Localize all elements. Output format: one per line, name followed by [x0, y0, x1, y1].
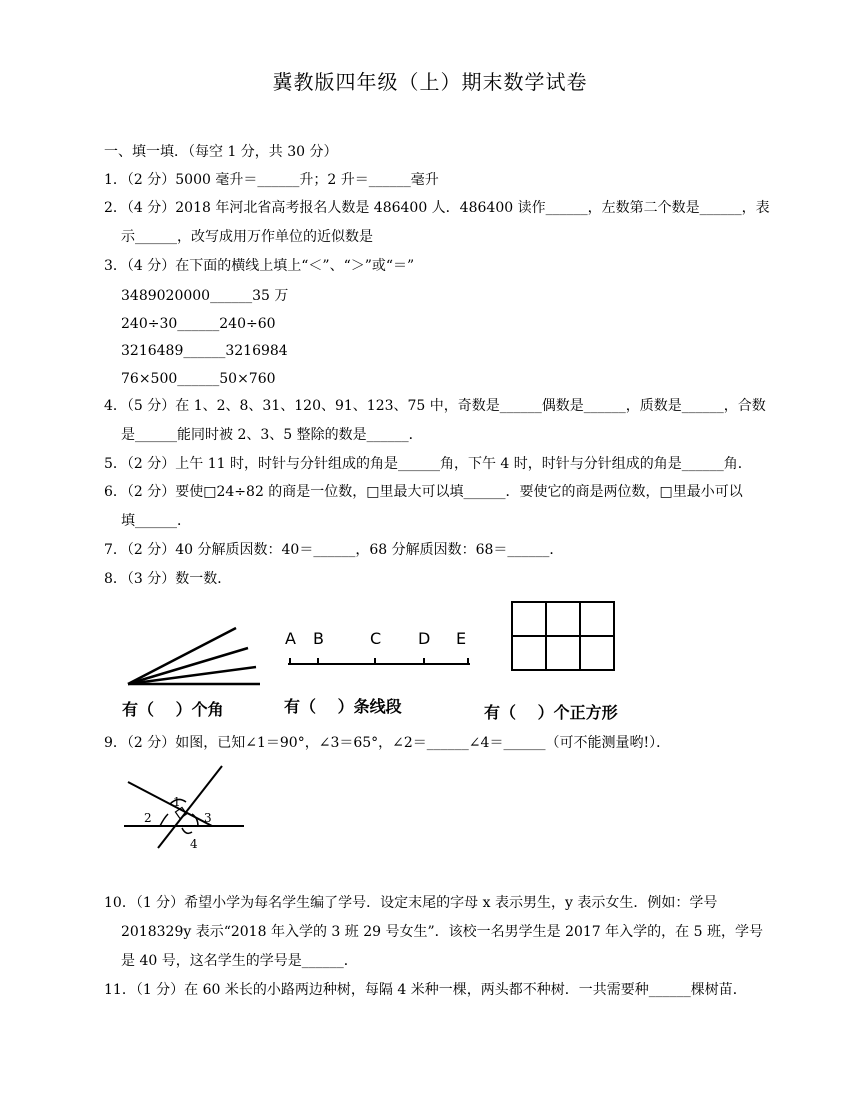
point-label: D	[418, 629, 431, 648]
segments-figure	[280, 624, 480, 674]
question-4: 4．（5 分）在 1、2、8、31、120、91、123、75 中，奇数是______偶数是______，质数是______，合数	[104, 398, 766, 414]
point-label: A	[285, 629, 296, 648]
question-7: 7．（2 分）40 分解质因数：40＝______，68 分解质因数：68＝______．	[104, 542, 564, 558]
question-2-cont: 示______，改写成用万作单位的近似数是	[121, 229, 373, 245]
point-label: C	[370, 629, 382, 648]
angle-label: 1	[173, 795, 181, 809]
question-1: 1．（2 分）5000 毫升＝______升；2 升＝______毫升	[104, 172, 439, 188]
question-11: 11．（1 分）在 60 米长的小路两边种树，每隔 4 米种一棵，两头都不种树．一共需要种______棵树苗．	[104, 982, 747, 998]
question-9: 9．（2 分）如图，已知∠1＝90°，∠3＝65°，∠2＝______∠4＝______（可不能测量哟!）．	[104, 735, 671, 751]
question-3-b: 240÷30______240÷60	[121, 316, 276, 332]
question-10-cont2: 是 40 号，这名学生的学号是______．	[121, 953, 358, 969]
question-6-cont: 填______．	[121, 513, 191, 529]
page-title: 冀教版四年级（上）期末数学试卷	[272, 70, 588, 94]
angle-label: 3	[204, 811, 212, 825]
question-3-a: 3489020000______35 万	[121, 288, 289, 304]
question-3-c: 3216489______3216984	[121, 343, 288, 359]
angle-label: 2	[144, 811, 152, 825]
question-6: 6．（2 分）要使□24÷82 的商是一位数，□里最大可以填______．要使它的商是两位数，□里最小可以	[104, 484, 743, 500]
angle-diagram	[120, 762, 250, 854]
question-3: 3．（4 分）在下面的横线上填上“＜”、“＞”或“＝”	[104, 258, 415, 274]
question-5: 5．（2 分）上午 11 时，时针与分针组成的角是______角，下午 4 时，时针与分针组成的角是______角．	[104, 456, 752, 472]
point-label: E	[456, 629, 467, 648]
segments-caption: 有（ ）条线段	[284, 697, 402, 716]
angles-figure	[120, 604, 270, 694]
question-4-cont: 是______能同时被 2、3、5 整除的数是______．	[121, 427, 423, 443]
question-10-cont: 2018329y 表示“2018 年入学的 3 班 29 号女生”．该校一名男学生是 2017 年入学的，在 5 班，学号	[121, 924, 763, 940]
section-heading: 一、填一填．（每空 1 分，共 30 分）	[104, 144, 338, 160]
question-3-d: 76×500______50×760	[121, 371, 276, 387]
squares-figure	[510, 600, 620, 674]
question-2: 2．（4 分）2018 年河北省高考报名人数是 486400 人．486400 读作______，左数第二个数是______，表	[104, 200, 770, 216]
question-8: 8．（3 分）数一数．	[104, 571, 232, 587]
question-10: 10．（1 分）希望小学为每名学生编了学号．设定末尾的字母 x 表示男生，y 表示女生．例如：学号	[104, 895, 718, 911]
squares-caption: 有（ ）个正方形	[484, 703, 618, 722]
point-label: B	[313, 629, 324, 648]
angle-label: 4	[190, 837, 198, 851]
angles-caption: 有（ ）个角	[122, 700, 224, 719]
